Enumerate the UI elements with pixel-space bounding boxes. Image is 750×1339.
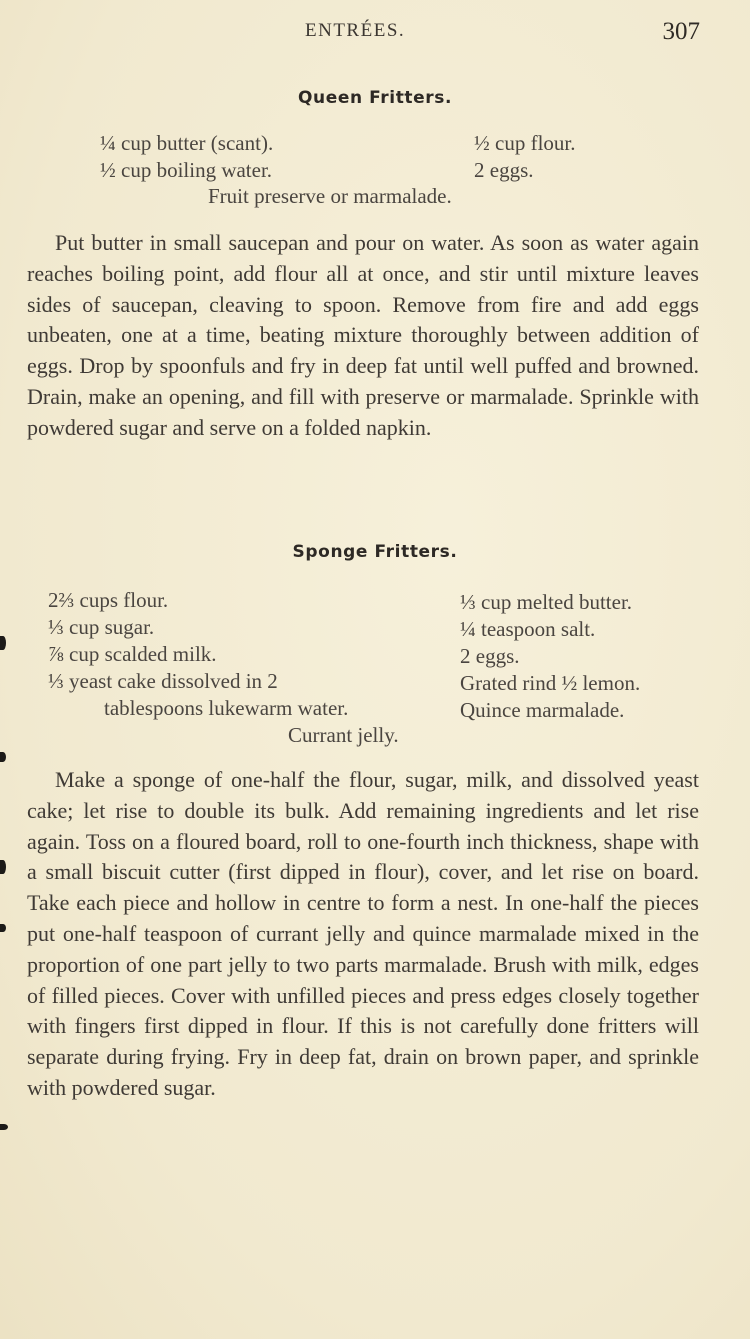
running-head [0,18,750,48]
ingredient-line: 2 eggs. [460,644,520,668]
ingredient-line: ⅓ yeast cake dissolved in 2 [48,669,278,693]
binding-mark [0,860,6,874]
ingredient-line: ½ cup flour. [474,131,576,155]
ingredient-line: Grated rind ½ lemon. [460,671,641,695]
ingredient-line: Fruit preserve or marmalade. [208,184,452,208]
binding-mark [0,924,6,932]
ingredient-line: ⅞ cup scalded milk. [48,642,217,666]
binding-mark [0,1124,8,1130]
ingredient-line: 2⅔ cups flour. [48,588,169,612]
ingredient-line: 2 eggs. [474,158,534,182]
binding-mark [0,752,6,762]
recipe-title-sponge-fritters: Sponge Fritters. [292,542,458,562]
ingredient-line: ¼ teaspoon salt. [460,617,596,641]
recipe-title-queen-fritters: Queen Fritters. [297,88,453,108]
running-title: ENTRÉES. [305,20,406,41]
ingredient-line: ⅓ cup sugar. [48,615,155,639]
recipe-method-paragraph: Put butter in small saucepan and pour on water. As soon as water again reaches boiling point, add flour all at once, and stir until mixture leaves sides of saucepan, cleaving to spoon. Remove from fire and add eggs unbeaten, one at a time, beating mixture thoroughly between addition of eggs. Drop by spoonfuls and fry in deep fat until well puffed and browned. Drain, make an opening, and fill with preserve or marmalade. Sprinkle with powdered sugar and serve on a folded napkin. [27,230,699,440]
ingredient-line: ½ cup boiling water. [100,158,273,182]
ingredient-line: ⅓ cup melted butter. [460,590,633,614]
ingredient-line: tablespoons lukewarm water. [104,696,349,720]
ingredient-line: ¼ cup butter (scant). [100,131,274,155]
page-number: 307 [662,18,700,45]
binding-mark [0,636,6,650]
recipe-method-paragraph: Make a sponge of one-half the flour, sugar, milk, and dissolved yeast cake; let rise to double its bulk. Add remaining ingredients and let rise again. Toss on a floured board, roll to one-fourth inch thickness, shape with a small biscuit cutter (first dipped in flour), cover, and let rise on board. Take each piece and hollow in centre to form a nest. In one-half the pieces put one-half teaspoon of currant jelly and quince marmalade mixed in the proportion of one part jelly to two parts marmalade. Brush with milk, edges of filled pieces. Cover with unfilled pieces and press edges closely together with fingers first dipped in flour. If this is not carefully done fritters will separate during frying. Fry in deep fat, drain on brown paper, and sprinkle with powdered sugar. [27,767,699,1100]
ingredient-line: Currant jelly. [288,723,399,747]
ingredient-line: Quince marmalade. [460,698,625,722]
